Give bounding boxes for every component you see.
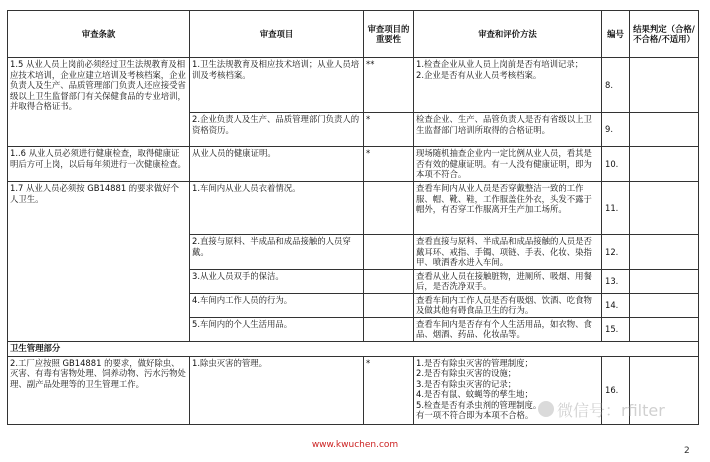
number-cell: 13. [602,269,630,293]
number-cell: 11. [602,182,630,235]
item-cell: 2.企业负责人及生产、品质管理部门负责人的资格资历。 [190,113,364,147]
header-result: 结果判定（合格/不合格/不适用） [630,11,699,58]
method-cell: 检查企业、生产、品管负责人是否有省级以上卫生监督部门培训所取得的合格证明。 [414,113,602,147]
method-cell: 1.检查企业从业人员上岗前是否有培训记录； 2.企业是否有从业人员考核档案。 [414,58,602,113]
number-cell: 10. [602,147,630,182]
clause-cell: 1..6 从业人员必须进行健康检查，取得健康证明后方可上岗，以后每年须进行一次健康检查。 [8,147,190,182]
result-cell [630,235,699,270]
footer-url: www.kwuchen.com [311,440,399,450]
result-cell [630,113,699,147]
number-cell: 8. [602,58,630,113]
clause-cell: 2.工厂应按照 GB14881 的要求，做好除虫、灭害、有毒有害物处理、饲养动物、污水污物处理、副产品处理等的卫生管理工作。 [8,356,190,424]
table-row [8,182,699,235]
importance-cell [364,293,414,317]
result-cell [630,293,699,317]
section-row [8,341,699,356]
importance-cell: * [364,356,414,424]
wechat-logo-icon [538,401,554,417]
result-cell [630,317,699,341]
watermark-text: 微信号：rfilter [557,401,665,420]
header-item: 审查项目 [190,11,364,58]
item-cell: 3.从业人员双手的保洁。 [190,269,364,293]
header-method: 审查和评价方法 [414,11,602,58]
number-cell: 9. [602,113,630,147]
table-row [8,58,699,113]
number-cell: 12. [602,235,630,270]
item-cell: 4.车间内工作人员的行为。 [190,293,364,317]
result-cell [630,58,699,113]
audit-table [7,10,699,425]
item-cell: 从业人员的健康证明。 [190,147,364,182]
page-number: 2 [684,446,690,456]
clause-cell: 1.5 从业人员上岗前必须经过卫生法规教育及相应技术培训，企业应建立培训及考核档案，企业负责人及生产、品质管理部门负责人还应接受省级以上卫生监督部门有关保健食品的专业培训，并取得合格证书。 [8,58,190,147]
item-cell: 1.除虫灭害的管理。 [190,356,364,424]
importance-cell: * [364,147,414,182]
section-title: 卫生管理部分 [8,341,699,356]
method-cell: 1.是否有除虫灭害的管理制度； 2.是否有除虫灭害的设施； 3.是否有除虫灭害的记录； 4.是否有鼠、蚊蝇等的孳生地； 5.检查是否有杀虫剂的管理制度。 有一项不符合即为本项不合格。 [414,356,602,424]
header-row [8,11,699,58]
header-importance: 审查项目的重要性 [364,11,414,58]
number-cell: 14. [602,293,630,317]
method-cell: 查看直接与原料、半成品和成品接触的人员是否戴耳环、戒指、手镯、项链、手表、化妆、染指甲、喷洒香水进入车间。 [414,235,602,270]
header-clause: 审查条款 [8,11,190,58]
method-cell: 查看车间内从业人员是否穿戴整洁一致的工作服、帽、靴、鞋，工作服盖住外衣，头发不露于帽外，有否穿工作服离开生产加工场所。 [414,182,602,235]
item-cell: 1.卫生法规教育及相应技术培训；从业人员培训及考核档案。 [190,58,364,113]
method-cell: 现场随机抽查企业内一定比例从业人员，看其是否有效的健康证明。有一人没有健康证明，即为本项不符合。 [414,147,602,182]
number-cell: 16. [602,356,630,424]
importance-cell [364,317,414,341]
result-cell [630,147,699,182]
number-cell: 15. [602,317,630,341]
header-number: 编号 [602,11,630,58]
importance-cell: * [364,113,414,147]
result-cell [630,182,699,235]
method-cell: 查看车间内工作人员是否有吸烟、饮酒、吃食物及做其他有碍食品卫生的行为。 [414,293,602,317]
importance-cell [364,269,414,293]
result-cell [630,269,699,293]
method-cell: 查看从业人员在接触脏物，进厕所、吸烟、用餐后，是否洗净双手。 [414,269,602,293]
importance-cell [364,182,414,235]
item-cell: 1.车间内从业人员衣着情况。 [190,182,364,235]
table-row [8,147,699,182]
clause-cell: 1.7 从业人员必须按 GB14881 的要求做好个人卫生。 [8,182,190,342]
item-cell: 2.直接与原料、半成品和成品接触的人员穿戴。 [190,235,364,270]
item-cell: 5.车间内的个人生活用品。 [190,317,364,341]
importance-cell [364,235,414,270]
importance-cell: ** [364,58,414,113]
method-cell: 查看车间内是否存有个人生活用品，如衣物、食品、烟酒、药品、化妆品等。 [414,317,602,341]
